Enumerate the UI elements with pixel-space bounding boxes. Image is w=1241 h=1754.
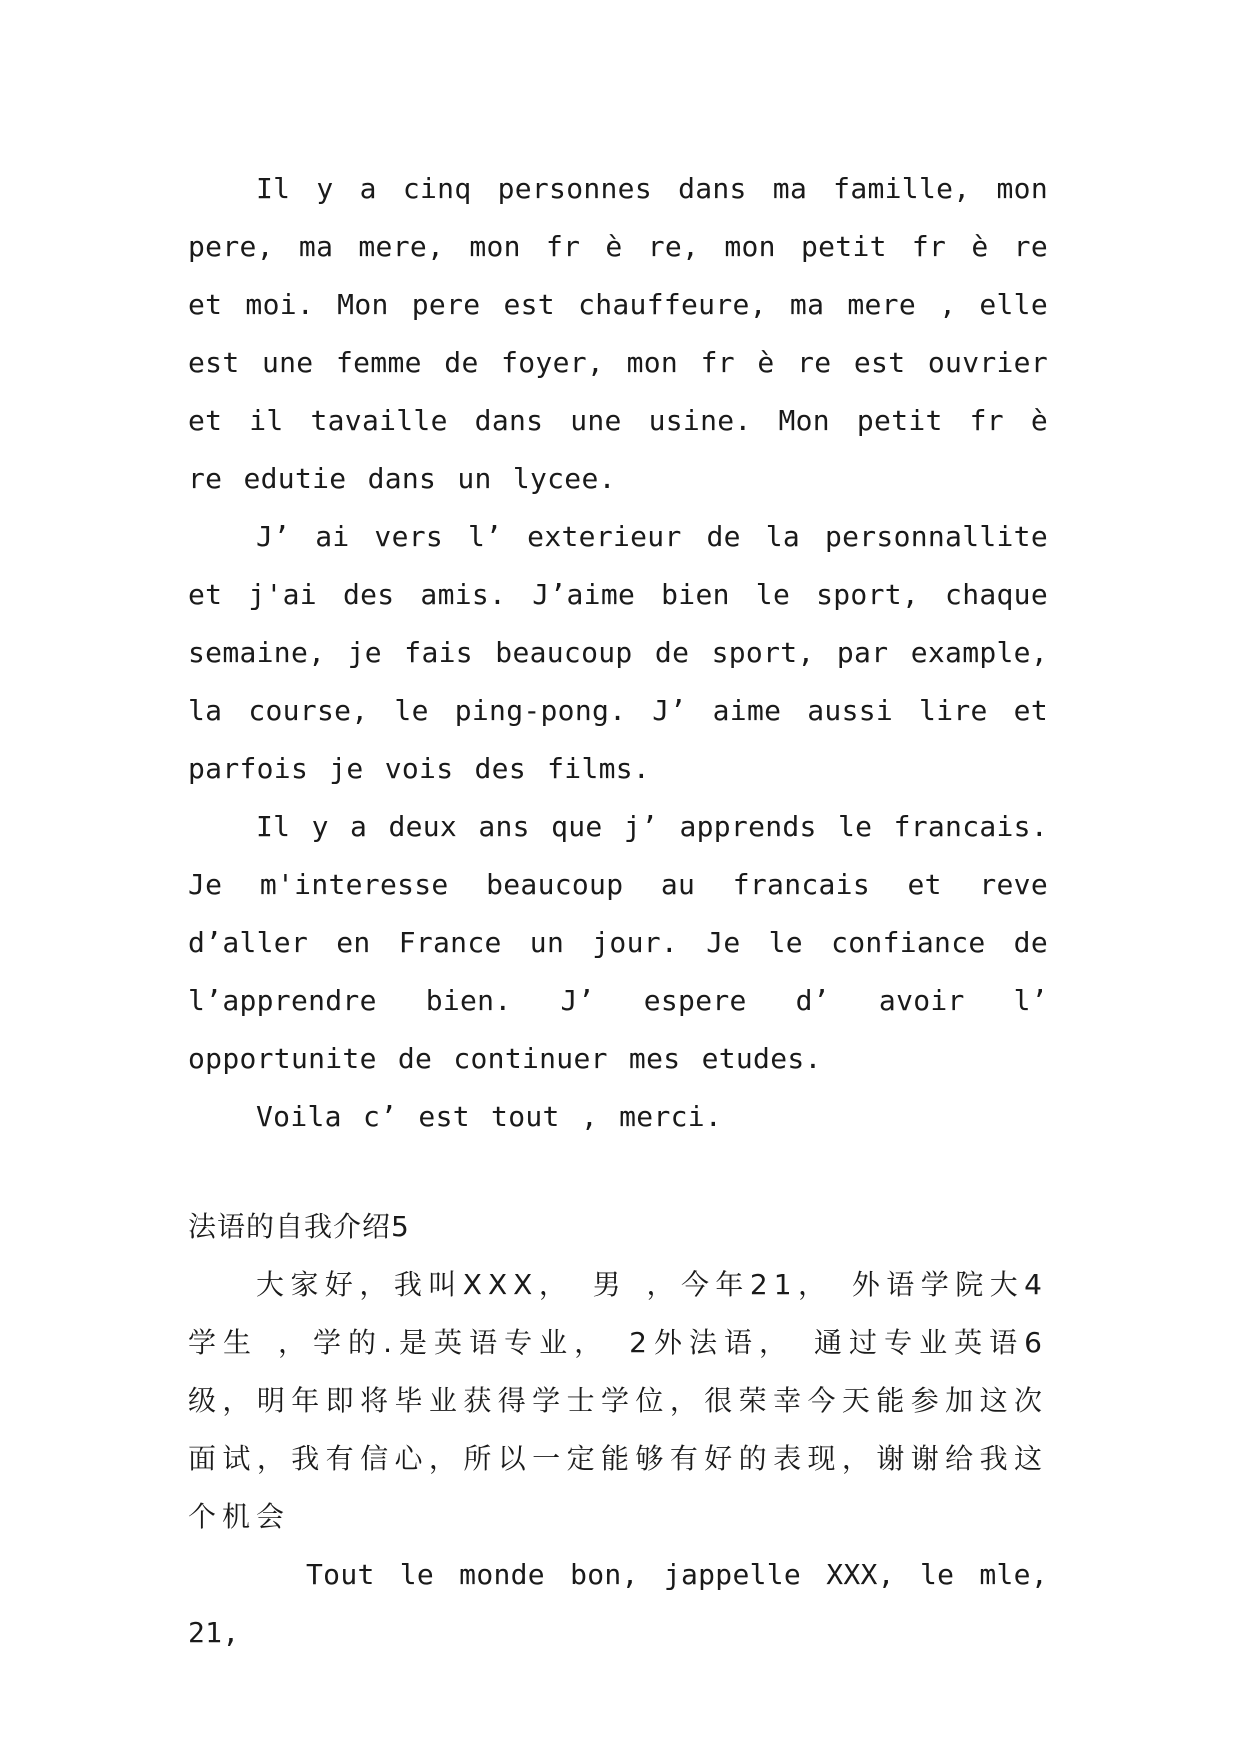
document-page bbox=[188, 160, 1048, 1662]
paragraph-personality: J’ ai vers l’ exterieur de la personnallite et j'ai des amis. J’aime bien le sport, chaque semaine, je fais beaucoup de sport, par example, la course, le ping-pong. J’ aime aussi lire et parfois je vois des films. bbox=[188, 520, 1048, 785]
paragraph-family: Il y a cinq personnes dans ma famille, mon pere, ma mere, mon fr è re, mon petit fr è re et moi. Mon pere est chauffeure, ma mere , elle est une femme de foyer, mon fr è re est ouvrier et il tavaille dans une usine. Mon petit fr è re edutie dans un lycee. bbox=[188, 172, 1048, 495]
section-spacer bbox=[188, 1146, 1048, 1198]
section-heading: 法语的自我介绍5 bbox=[188, 1210, 410, 1243]
paragraph-closing: Voila c’ est tout , merci. bbox=[256, 1100, 723, 1133]
paragraph-french-intro: Tout le monde bon, jappelle XXX, le mle, 21, bbox=[188, 1558, 1048, 1649]
paragraph-french-study: Il y a deux ans que j’ apprends le francais. Je m'interesse beaucoup au francais et reve d’aller en France un jour. Je le confiance de l’apprendre bien. J’ espere d’ avoir l’ opportunite de continuer mes etudes. bbox=[188, 810, 1048, 1075]
paragraph-chinese-intro: 大家好，我叫XXX， 男 ，今年21， 外语学院大4学生 ，学的.是英语专业， 2外法语， 通过专业英语6级，明年即将毕业获得学士学位，很荣幸今天能参加这次面试，我有信心，所以一定能够有好的表现，谢谢给我这个机会 bbox=[188, 1268, 1048, 1533]
